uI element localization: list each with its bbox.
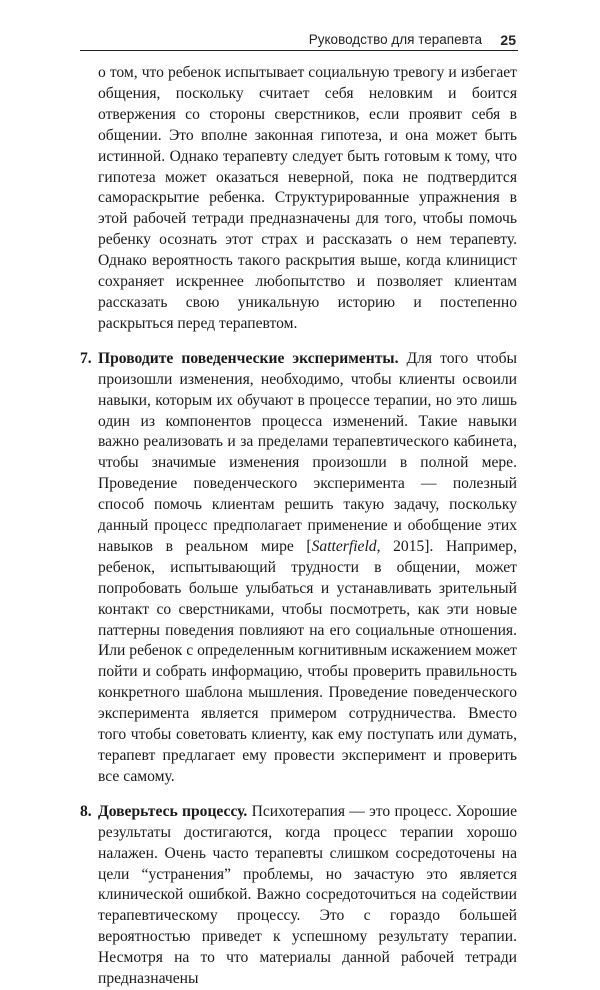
intro-paragraph: о том, что ребенок испытывает социальную тревогу и избегает общения, поскольку считает себя неловким и боится отвержения со стороны сверстников, если проявит себя в общении. Это вполне законная гипотеза, и она может быть истинной. Однако терапевту следует быть готовым к тому, что гипотеза может оказаться неверной, пока не подтвердится самораскрытие ребенка. Структурированные упражнения в этой рабочей тетради предназначены для того, чтобы помочь ребенку осознать этот страх и рассказать о нем терапевту. Однако вероятность такого раскрытия выше, когда клиницист сохраняет искреннее любопытство и позволяет клиентам рассказать свою уникальную историю и постепенно раскрыться перед терапевтом. xyxy=(98,64,517,332)
list-item-8 xyxy=(80,802,517,990)
running-header xyxy=(80,32,518,51)
page-number: 25 xyxy=(500,32,516,48)
page-body xyxy=(80,63,517,990)
citation-author: Satterfield xyxy=(311,537,377,555)
list-item-7 xyxy=(80,349,517,788)
citation-year: , 2015] xyxy=(376,537,430,555)
item-number: 7. xyxy=(80,349,92,367)
item-title: Проводите поведенческие эксперименты. xyxy=(98,349,399,367)
item-text: Психотерапия — это процесс. Хорошие результаты достигаются, когда процесс терапии хорошо налажен. Очень часто терапевты слишком сосредоточены на цели “устранения” проблемы, но зачастую это является клинической ошибкой. Важно сосредоточиться на содействии терапевтическому процессу. Это с гораздо большей вероятностью приведет к успешному результату терапии. Несмотря на то что материалы данной рабочей тетради предназначены xyxy=(98,802,517,988)
item-title: Доверьтесь процессу. xyxy=(98,802,248,820)
item-text: Для того чтобы произошли изменения, необходимо, чтобы клиенты освоили навыки, которым их обучают в процессе терапии, но это лишь один из компонентов процесса изменений. Такие навыки важно реализовать и за пределами терапевтического кабинета, чтобы значимые изменения произошли в полной мере. Проведение поведенческого эксперимента — полезный способ помочь клиентам решить такую задачу, поскольку данный процесс предполагает применение и обобщение этих навыков в реальном мире [ xyxy=(98,349,517,555)
header-title: Руководство для терапевта xyxy=(308,32,482,47)
item-text-continued: . Например, ребенок, испытывающий трудности в общении, может попробовать больше улыбаться и устанавливать зрительный контакт со сверстниками, чтобы посмотреть, как эти новые паттерны поведения повлияют на его социальные отношения. Или ребенок с определенным когнитивным искажением может пойти и собрать информацию, чтобы проверить правильность конкретного шаблона мышления. Проведение поведенческого эксперимента является примером сотрудничества. Вместо того чтобы советовать клиенту, как ему поступать или думать, терапевт предлагает ему провести эксперимент и проверить все самому. xyxy=(98,537,517,785)
item-number: 8. xyxy=(80,802,92,820)
